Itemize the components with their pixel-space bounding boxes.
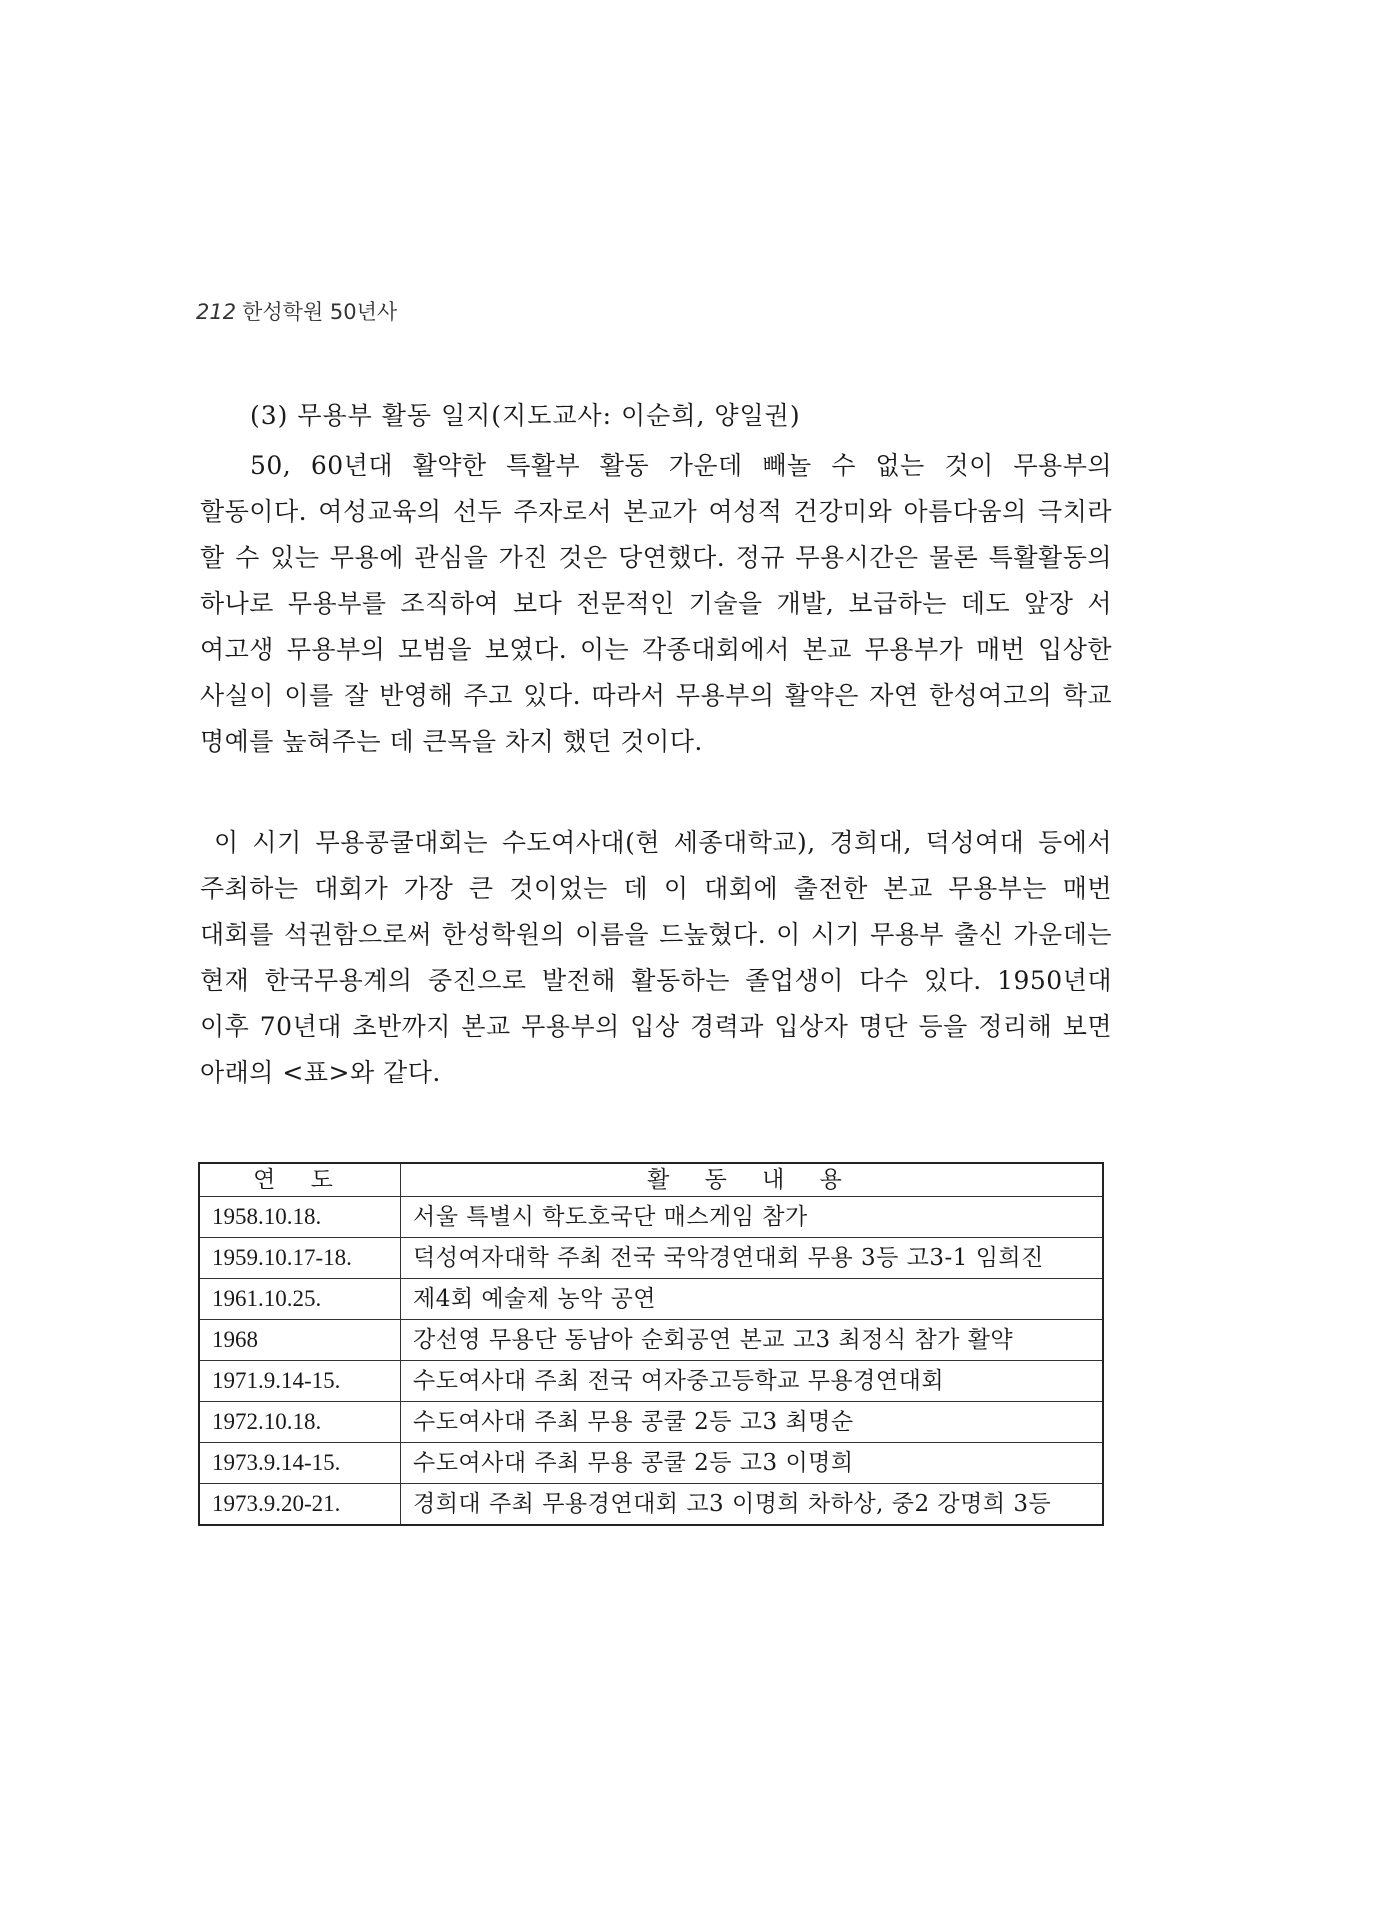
row-year: 1961.10.25. <box>199 1279 401 1320</box>
table-row <box>199 1238 1103 1279</box>
activity-table <box>198 1162 1104 1526</box>
row-year: 1973.9.14-15. <box>199 1443 401 1484</box>
table-row <box>199 1320 1103 1361</box>
header-year: 연 도 <box>199 1163 401 1197</box>
table-row <box>199 1361 1103 1402</box>
running-head <box>196 296 397 326</box>
row-year: 1971.9.14-15. <box>199 1361 401 1402</box>
row-year: 1968 <box>199 1320 401 1361</box>
row-content: 수도여사대 주최 무용 콩쿨 2등 고3 이명희 <box>401 1443 1104 1484</box>
table-row <box>199 1484 1103 1526</box>
table-header-row <box>199 1163 1103 1197</box>
row-year: 1959.10.17-18. <box>199 1238 401 1279</box>
section-heading: (3) 무용부 활동 일지(지도교사: 이순희, 양일권) <box>250 401 801 430</box>
page-number: 212 <box>196 300 237 324</box>
row-content: 덕성여자대학 주최 전국 국악경연대회 무용 3등 고3-1 임희진 <box>401 1238 1104 1279</box>
row-content: 강선영 무용단 동남아 순회공연 본교 고3 최정식 참가 활약 <box>401 1320 1104 1361</box>
table-row <box>199 1402 1103 1443</box>
row-year: 1973.9.20-21. <box>199 1484 401 1526</box>
row-year: 1972.10.18. <box>199 1402 401 1443</box>
body-paragraph-1: 50, 60년대 활약한 특활부 활동 가운데 빼놀 수 없는 것이 무용부의 할동이다. 여성교육의 선두 주자로서 본교가 여성적 건강미와 아름다움의 극치라 할 수 있는 무용에 관심을 가진 것은 당연했다. 정규 무용시간은 물론 특활활동의 하나로 무용부를 조직하여 보다 전문적인 기술을 개발, 보급하는 데도 앞장 서 여고생 무용부의 모범을 보였다. 이는 각종대회에서 본교 무용부가 매번 입상한 사실이 이를 잘 반영해 주고 있다. 따라서 무용부의 활약은 자연 한성여고의 학교 명예를 높혀주는 데 큰목을 차지 했던 것이다. <box>200 451 1112 756</box>
row-year: 1958.10.18. <box>199 1197 401 1238</box>
row-content: 경희대 주최 무용경연대회 고3 이명희 차하상, 중2 강명희 3등 <box>401 1484 1104 1526</box>
row-content: 수도여사대 주최 무용 콩쿨 2등 고3 최명순 <box>401 1402 1104 1443</box>
body-paragraph-2: 이 시기 무용콩쿨대회는 수도여사대(현 세종대학교), 경희대, 덕성여대 등에서 주최하는 대회가 가장 큰 것이었는 데 이 대회에 출전한 본교 무용부는 매번 대회를 석권함으로써 한성학원의 이름을 드높혔다. 이 시기 무용부 출신 가운데는 현재 한국무용계의 중진으로 발전해 활동하는 졸업생이 다수 있다. 1950년대 이후 70년대 초반까지 본교 무용부의 입상 경력과 입상자 명단 등을 정리해 보면 아래의 <표>와 같다. <box>200 828 1112 1087</box>
book-title: 한성학원 50년사 <box>242 300 398 324</box>
row-content: 수도여사대 주최 전국 여자중고등학교 무용경연대회 <box>401 1361 1104 1402</box>
row-content: 서울 특별시 학도호국단 매스게임 참가 <box>401 1197 1104 1238</box>
table-row <box>199 1197 1103 1238</box>
table-row <box>199 1443 1103 1484</box>
table-row <box>199 1279 1103 1320</box>
header-content: 활 동 내 용 <box>401 1163 1104 1197</box>
row-content: 제4회 예술제 농악 공연 <box>401 1279 1104 1320</box>
